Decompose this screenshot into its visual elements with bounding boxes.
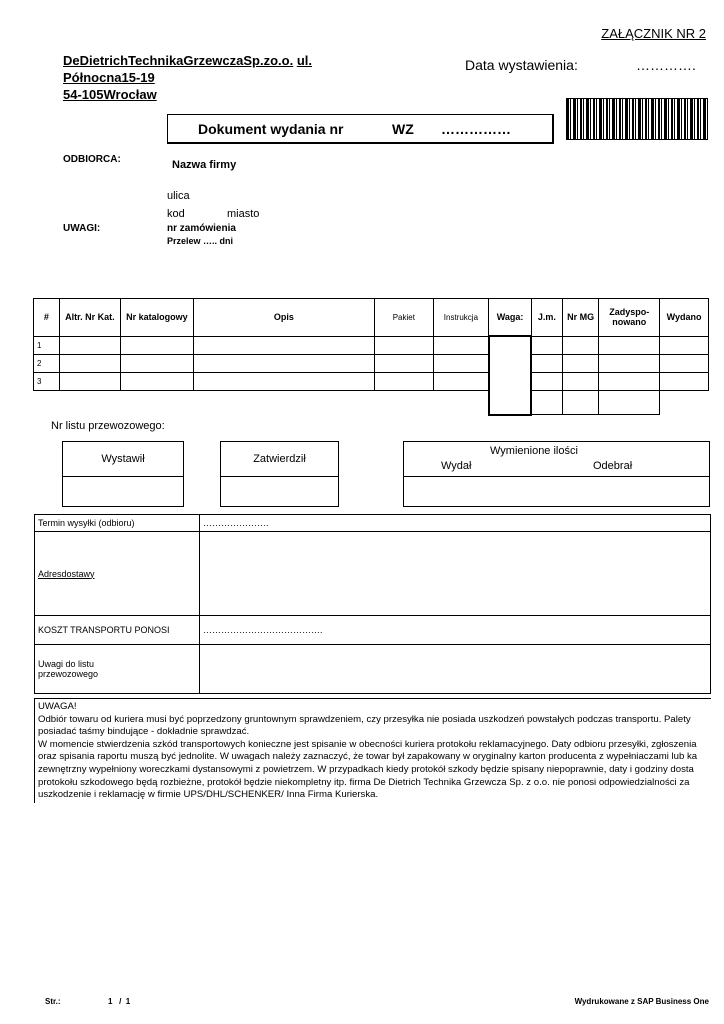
quantities-label: Wymienione ilości (490, 445, 578, 457)
warning-paragraph-2: W momencie stwierdzenia szkód transportowych konieczne jest spisanie w obecności kuriera protokołu reklamacyjnego. Daty odbioru przesyłki, zgłoszenia oraz spisania raportu muszą być jednolite. W uwagach należy zaznaczyć, że towar był zapakowany w oryginalny karton producenta z wypełniaczami lub ka zewnętrzny wypełniony woreczkami dystansowymi z powietrzem. W przypadkach kiedy protokół szkody będzie spisany niepoprawnie, daty i godziny dosta protokołu szkodowego będą rozbieżne, protokół będzie niekompletny itp. firma De Dietrich Technika Grzewcza Sp. z o.o. nie ponosi odpowiedzialności za uszkodzenie i reklamację w firmie UPS/DHL/SCHENKER/ Inna Firma Kurierska. (38, 738, 698, 801)
remarks-label-line-2: przewozowego (38, 669, 99, 679)
remarks-label (35, 645, 200, 694)
recipient-postcode: kod (167, 208, 185, 220)
cost-label: KOSZT TRANSPORTU PONOSI (35, 616, 200, 645)
items-header-row (34, 299, 709, 337)
row-number: 3 (34, 372, 60, 390)
page-number: 1 / 1 (108, 997, 131, 1006)
table-row (34, 372, 709, 390)
recipient-street: ulica (167, 190, 190, 202)
received-label: Odebrał (593, 460, 633, 472)
quantities-box (403, 441, 710, 507)
warning-paragraph-1: Odbiór towaru od kuriera musi być poprzedzony gruntownym sprawdzeniem, czy przesyłka nie posiada uszkodzeń powstałych podczas transportu. Palety posiadać taśmy bindujące - dokładnie sprawdzać. (38, 713, 691, 738)
recipient-label: ODBIORCA: (63, 154, 121, 165)
approved-by-box (220, 441, 339, 507)
company-name: DeDietrichTechnikaGrzewczaSp.zo.o. (63, 53, 294, 68)
col-ordered: Zadyspo- nowano (599, 299, 660, 337)
warning-box (34, 698, 711, 803)
remarks-label-line-1: Uwagi do listu (38, 659, 95, 669)
col-alt-catalog: Altr. Nr Kat. (59, 299, 120, 337)
col-unit: J.m. (531, 299, 562, 337)
recipient-company: Nazwa firmy (172, 159, 237, 171)
table-row (34, 354, 709, 372)
col-index: # (34, 299, 60, 337)
order-number: nr zamówienia (167, 223, 236, 234)
recipient-city: miasto (227, 208, 260, 220)
remarks-row (35, 645, 711, 694)
table-row (34, 336, 709, 354)
company-address (63, 52, 312, 103)
address-row (35, 532, 711, 616)
company-city: 54-105Wrocław (63, 87, 157, 102)
issue-date-label: Data wystawienia: (465, 57, 578, 73)
col-manual: Instrukcja (433, 299, 489, 337)
annex-label: ZAŁĄCZNIK NR 2 (601, 26, 706, 41)
items-table (33, 298, 709, 416)
issue-date-value: …………. (636, 57, 696, 73)
document-type: WZ (392, 121, 414, 137)
barcode (566, 98, 708, 140)
printed-from: Wydrukowane z SAP Business One (574, 997, 709, 1006)
issued-by-box (62, 441, 184, 507)
waybill-label: Nr listu przewozowego: (51, 420, 165, 432)
company-street: Północna15-19 (63, 70, 155, 85)
issued-by-label: Wystawił (63, 442, 183, 477)
approved-by-label: Zatwierdził (221, 442, 338, 477)
dispatch-label: Termin wysyłki (odbioru) (35, 515, 200, 532)
col-warehouse: Nr MG (562, 299, 599, 337)
col-catalog: Nr katalogowy (121, 299, 194, 337)
document-number: …………… (441, 121, 511, 137)
address-label: Adresdostawy (35, 532, 200, 616)
document-number-box (167, 114, 554, 144)
cost-value: …………………………………. (200, 616, 711, 645)
dispatch-value: …………………. (200, 515, 711, 532)
payment-terms: Przelew ….. dni (167, 236, 234, 246)
shipping-table (34, 514, 711, 694)
notes-label: UWAGI: (63, 223, 101, 234)
row-number: 2 (34, 354, 60, 372)
col-weight: Waga: (489, 299, 532, 337)
quantities-header (404, 442, 709, 477)
col-description: Opis (193, 299, 374, 337)
col-issued: Wydano (660, 299, 709, 337)
page-label: Str.: (45, 997, 61, 1006)
cost-row (35, 616, 711, 645)
released-label: Wydał (441, 460, 472, 472)
row-number: 1 (34, 336, 60, 354)
dispatch-row (35, 515, 711, 532)
table-row-extra (34, 390, 709, 415)
col-package: Pakiet (375, 299, 433, 337)
document-label: Dokument wydania nr (198, 121, 344, 137)
street-prefix: ul. (296, 53, 313, 68)
warning-title: UWAGA! (38, 701, 77, 712)
